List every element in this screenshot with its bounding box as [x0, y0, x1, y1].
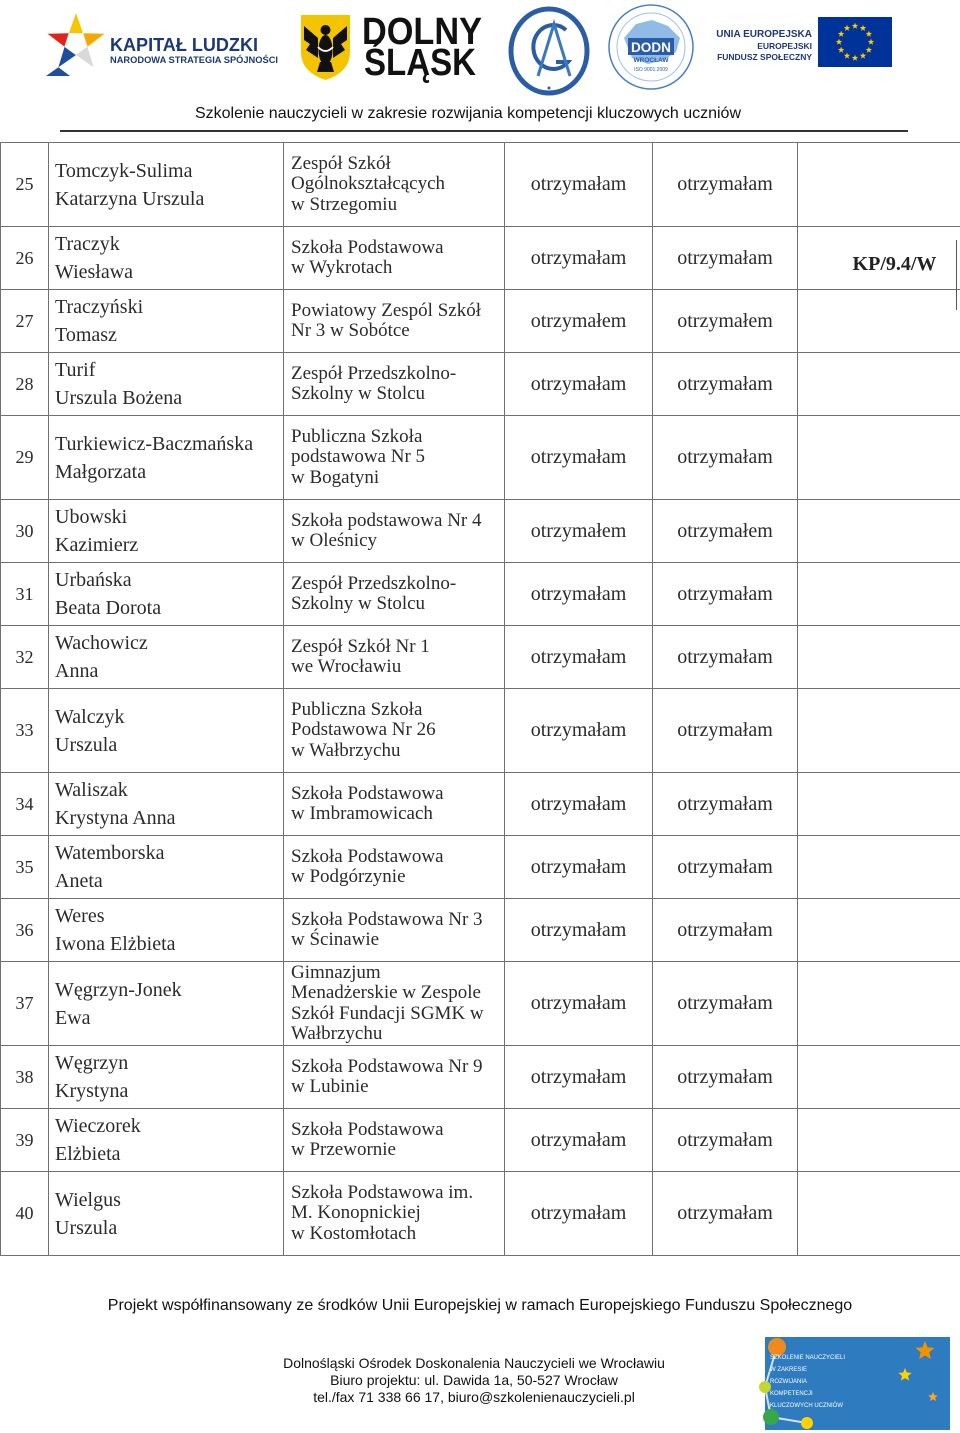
participant-name-line: Węgrzyn	[55, 1052, 129, 1074]
project-office: Biuro projektu: ul. Dawida 1a, 50-527 Wrocław	[330, 1372, 618, 1388]
school-cell	[284, 836, 505, 899]
row-number-cell	[1, 1172, 49, 1256]
row-number: 36	[15, 919, 34, 940]
school-cell	[284, 689, 505, 773]
table-body	[1, 143, 960, 1256]
status-text: otrzymałem	[677, 309, 773, 332]
status-text: otrzymałam	[677, 173, 773, 195]
status-text: otrzymałam	[530, 246, 627, 269]
school-name-line: w Wykrotach	[291, 257, 393, 278]
table-row	[1, 290, 960, 353]
participant-name-line: Turif	[55, 359, 96, 381]
project-logo-line: W ZAKRESIE	[770, 1367, 808, 1373]
status-cell	[653, 143, 798, 227]
school-name-line: Szkoła Podstawowa	[291, 845, 444, 867]
status-cell	[505, 1046, 653, 1109]
empty-cell	[798, 500, 960, 563]
status-cell	[505, 290, 653, 353]
participant-name-line: Beata Dorota	[55, 597, 162, 619]
school-name-line: M. Konopnickiej	[291, 1202, 421, 1224]
participant-name-cell	[49, 143, 284, 227]
participant-name-line: Turkiewicz-Baczmańska	[55, 432, 254, 455]
status-cell	[653, 626, 798, 689]
stamp-border-line	[956, 288, 957, 310]
row-number: 32	[15, 646, 34, 667]
school-name-line: Szkoła Podstawowa	[291, 1118, 444, 1140]
school-cell	[284, 143, 505, 227]
table-row	[1, 416, 960, 500]
school-cell	[284, 773, 505, 836]
school-cell	[284, 416, 505, 500]
header-logos	[0, 0, 960, 100]
school-name-line: Nr 3 w Sobótce	[291, 320, 410, 341]
row-number-cell	[1, 227, 49, 290]
status-cell	[653, 899, 798, 962]
row-number-cell	[1, 416, 49, 500]
dodn-name: DODN	[631, 39, 671, 55]
participant-name-line: Kazimierz	[55, 534, 139, 556]
empty-cell	[798, 290, 960, 353]
participant-name-cell	[49, 500, 284, 563]
school-name-line: w Przewornie	[291, 1139, 396, 1160]
participant-name-line: Urszula Bożena	[55, 387, 183, 409]
row-number-cell	[1, 626, 49, 689]
school-name-line: w Oleśnicy	[291, 530, 378, 551]
table-row	[1, 1109, 960, 1172]
participant-name-line: Tomasz	[55, 324, 117, 346]
school-cell	[284, 1172, 505, 1256]
status-text: otrzymałem	[677, 519, 773, 542]
school-name-line: Szkoła podstawowa Nr 4	[291, 509, 482, 531]
status-cell	[653, 416, 798, 500]
row-number: 33	[15, 720, 34, 740]
status-text: otrzymałam	[677, 1065, 773, 1088]
empty-cell	[798, 353, 960, 416]
kapital-ludzki-subtitle: NARODOWA STRATEGIA SPÓJNOŚCI	[110, 55, 273, 65]
school-cell	[284, 563, 505, 626]
table-row	[1, 689, 960, 773]
participant-name-line: Krystyna Anna	[55, 807, 176, 829]
school-name-line: w Strzegomiu	[291, 193, 398, 215]
status-text: otrzymałam	[677, 1202, 773, 1224]
school-name-line: Zespół Przedszkolno-	[291, 572, 457, 594]
participant-name-line: Wieczorek	[55, 1115, 141, 1137]
participant-name-line: Iwona Elżbieta	[55, 933, 176, 955]
status-cell	[505, 353, 653, 416]
school-cell	[284, 1046, 505, 1109]
status-text: otrzymałam	[677, 855, 773, 878]
school-name-line: w Wałbrzychu	[291, 739, 401, 761]
participant-name-cell	[49, 962, 284, 1046]
status-cell	[653, 1109, 798, 1172]
school-cell	[284, 227, 505, 290]
row-number: 25	[15, 174, 34, 194]
school-name-line: w Ścinawie	[291, 929, 380, 950]
status-cell	[653, 1046, 798, 1109]
school-name-line: Szkoła Podstawowa	[291, 782, 444, 804]
participant-name-line: Aneta	[55, 870, 103, 892]
participant-name-line: Wachowicz	[55, 632, 148, 654]
participant-name-line: Walczyk	[55, 705, 125, 728]
dodn-iso: ISO 9001:2009	[634, 67, 668, 73]
institution-name: Dolnośląski Ośrodek Doskonalenia Nauczycieli we Wrocławiu	[283, 1355, 665, 1371]
table-row	[1, 899, 960, 962]
empty-cell	[798, 899, 960, 962]
status-cell	[505, 563, 653, 626]
school-name-line: Szkół Fundacji SGMK w	[291, 1002, 484, 1024]
participant-name-cell	[49, 227, 284, 290]
status-text: otrzymałam	[677, 446, 773, 468]
participant-name-line: Traczyński	[55, 296, 144, 318]
row-number-cell	[1, 899, 49, 962]
status-cell	[653, 563, 798, 626]
eu-line1: UNIA EUROPEJSKA	[716, 29, 812, 40]
school-name-line: Szkoła Podstawowa im.	[291, 1181, 474, 1203]
school-name-line: Publiczna Szkoła	[291, 698, 423, 720]
dolny-slask-logo	[301, 11, 493, 84]
row-number-cell	[1, 773, 49, 836]
document-code-stamp: KP/9.4/W	[833, 240, 957, 288]
status-text: otrzymałam	[530, 645, 627, 668]
status-cell	[505, 962, 653, 1046]
table-row	[1, 1172, 960, 1256]
participant-name-line: Węgrzyn-Jonek	[55, 978, 182, 1001]
row-number-cell	[1, 563, 49, 626]
status-cell	[505, 227, 653, 290]
row-number-cell	[1, 1046, 49, 1109]
participant-name-line: Waliszak	[55, 779, 128, 801]
participant-name-line: Urszula	[55, 1216, 118, 1239]
status-text: otrzymałam	[530, 792, 627, 815]
table-row	[1, 353, 960, 416]
participants-table	[0, 142, 960, 1256]
participant-name-cell	[49, 1109, 284, 1172]
row-number-cell	[1, 353, 49, 416]
participant-name-line: Wiesława	[55, 261, 134, 283]
participant-name-line: Krystyna	[55, 1080, 129, 1102]
participant-name-cell	[49, 290, 284, 353]
status-cell	[653, 1172, 798, 1256]
table-row	[1, 1046, 960, 1109]
empty-cell	[798, 689, 960, 773]
status-text: otrzymałam	[677, 792, 773, 815]
status-cell	[505, 836, 653, 899]
empty-cell	[798, 962, 960, 1046]
kapital-ludzki-star-icon	[46, 13, 105, 76]
row-number: 38	[15, 1066, 34, 1087]
status-text: otrzymałam	[530, 582, 627, 605]
status-cell	[653, 689, 798, 773]
participant-name-line: Urszula	[55, 733, 118, 756]
row-number-cell	[1, 962, 49, 1046]
participant-name-line: Traczyk	[55, 233, 120, 255]
participant-name-line: Watemborska	[55, 842, 165, 864]
empty-cell	[798, 1046, 960, 1109]
school-name-line: Zespół Szkół	[291, 152, 391, 174]
empty-cell	[798, 416, 960, 500]
participant-name-line: Ubowski	[55, 506, 128, 528]
row-number-cell	[1, 143, 49, 227]
status-cell	[653, 773, 798, 836]
school-name-line: Szkoła Podstawowa Nr 3	[291, 908, 483, 930]
participant-name-cell	[49, 353, 284, 416]
row-number-cell	[1, 290, 49, 353]
status-cell	[505, 899, 653, 962]
school-cell	[284, 962, 505, 1046]
eagle-crest-icon	[301, 15, 350, 80]
participant-name-line: Elżbieta	[55, 1143, 121, 1165]
status-cell	[653, 500, 798, 563]
table-row	[1, 962, 960, 1046]
eu-line2: EUROPEJSKI	[757, 41, 812, 51]
school-name-line: Publiczna Szkoła	[291, 425, 423, 447]
school-name-line: Zespół Szkół Nr 1	[291, 635, 430, 657]
participant-name-cell	[49, 836, 284, 899]
school-name-line: we Wrocławiu	[291, 656, 402, 677]
participant-name-cell	[49, 1046, 284, 1109]
row-number-cell	[1, 689, 49, 773]
status-cell	[653, 227, 798, 290]
participant-name-line: Katarzyna Urszula	[55, 187, 205, 210]
row-number: 26	[15, 247, 34, 268]
participant-name-line: Wielgus	[55, 1188, 121, 1211]
status-text: otrzymałam	[530, 173, 627, 195]
school-name-line: Szkoła Podstawowa	[291, 236, 444, 258]
contact-line: tel./fax 71 338 66 17, biuro@szkolenienauczycieli.pl	[313, 1389, 635, 1405]
row-number: 35	[15, 856, 34, 877]
eu-line3: FUNDUSZ SPOŁECZNY	[717, 52, 812, 62]
status-cell	[505, 689, 653, 773]
school-name-line: Menadżerskie w Zespole	[291, 982, 481, 1003]
school-name-line: Szkolny w Stolcu	[291, 383, 426, 404]
empty-cell	[798, 563, 960, 626]
school-name-line: w Bogatyni	[291, 466, 380, 488]
project-logo-line: KOMPETENCJI	[770, 1391, 813, 1397]
status-text: otrzymałam	[530, 1202, 627, 1224]
table-row	[1, 836, 960, 899]
header-divider	[60, 130, 908, 132]
empty-cell	[798, 836, 960, 899]
participant-name-cell	[49, 899, 284, 962]
status-text: otrzymałam	[530, 1065, 627, 1088]
row-number: 39	[15, 1129, 34, 1150]
status-cell	[505, 143, 653, 227]
status-text: otrzymałem	[530, 519, 627, 542]
status-text: otrzymałam	[530, 855, 627, 878]
status-text: otrzymałam	[677, 992, 773, 1014]
status-cell	[653, 836, 798, 899]
status-cell	[505, 1109, 653, 1172]
project-logo-line: ROZWIJANIA	[770, 1379, 807, 1385]
status-text: otrzymałem	[530, 309, 627, 332]
status-cell	[505, 773, 653, 836]
school-name-line: Ogólnokształcących	[291, 173, 446, 195]
participant-name-cell	[49, 689, 284, 773]
status-cell	[653, 962, 798, 1046]
school-cell	[284, 500, 505, 563]
project-logo-line: SZKOLENIE NAUCZYCIELI	[770, 1355, 846, 1361]
dolny-slask-line2: ŚLĄSK	[364, 42, 493, 84]
dodn-logo	[609, 5, 693, 89]
dolny-slask-line1: DOLNY	[362, 11, 482, 53]
school-cell	[284, 1109, 505, 1172]
project-logo-line: KLUCZOWYCH UCZNIÓW	[770, 1403, 843, 1409]
status-cell	[505, 416, 653, 500]
school-name-line: Powiatowy Zespól Szkół	[291, 299, 481, 321]
participant-name-line: Urbańska	[55, 569, 132, 591]
table-row	[1, 500, 960, 563]
empty-cell	[798, 1109, 960, 1172]
participant-name-cell	[49, 773, 284, 836]
school-name-line: w Imbramowicach	[291, 803, 433, 824]
eu-logo	[716, 17, 892, 67]
row-number: 27	[15, 310, 34, 331]
school-cell	[284, 626, 505, 689]
row-number: 34	[15, 793, 34, 814]
status-text: otrzymałam	[677, 1128, 773, 1151]
table-row	[1, 773, 960, 836]
empty-cell	[798, 1172, 960, 1256]
status-text: otrzymałam	[677, 645, 773, 668]
participant-name-cell	[49, 563, 284, 626]
table-row	[1, 626, 960, 689]
status-text: otrzymałam	[677, 372, 773, 395]
empty-cell	[798, 773, 960, 836]
school-cell	[284, 290, 505, 353]
status-cell	[505, 1172, 653, 1256]
status-text: otrzymałam	[530, 719, 627, 741]
school-name-line: Zespół Przedszkolno-	[291, 362, 457, 384]
status-text: otrzymałam	[530, 1128, 627, 1151]
participant-name-line: Anna	[55, 660, 99, 682]
school-name-line: Gimnazjum	[291, 961, 381, 983]
project-logo	[757, 1337, 950, 1430]
status-text: otrzymałam	[530, 372, 627, 395]
table-row	[1, 227, 960, 290]
row-number: 28	[15, 373, 34, 394]
participant-name-cell	[49, 626, 284, 689]
school-name-line: w Kostomłotach	[291, 1222, 417, 1244]
school-cell	[284, 353, 505, 416]
row-number-cell	[1, 500, 49, 563]
monogram-ring-logo	[511, 9, 587, 93]
participant-name-cell	[49, 416, 284, 500]
status-text: otrzymałam	[677, 582, 773, 605]
row-number: 30	[15, 520, 34, 541]
status-cell	[505, 500, 653, 563]
row-number-cell	[1, 836, 49, 899]
dodn-city: WROCŁAW	[633, 57, 669, 64]
empty-cell	[798, 143, 960, 227]
empty-cell	[798, 626, 960, 689]
school-name-line: Wałbrzychu	[291, 1023, 383, 1044]
table-row	[1, 563, 960, 626]
status-cell	[653, 290, 798, 353]
school-name-line: w Podgórzynie	[291, 866, 406, 887]
school-name-line: Szkolny w Stolcu	[291, 593, 426, 614]
school-name-line: podstawowa Nr 5	[291, 446, 426, 468]
participant-name-line: Weres	[55, 905, 105, 927]
row-number-cell	[1, 1109, 49, 1172]
school-name-line: Podstawowa Nr 26	[291, 719, 436, 741]
status-text: otrzymałam	[530, 992, 627, 1014]
table-row	[1, 143, 960, 227]
row-number: 37	[15, 993, 34, 1013]
row-number: 31	[15, 583, 34, 604]
cofinancing-note: Projekt współfinansowany ze środków Unii Europejskiej w ramach Europejskiego Funduszu Społecznego	[107, 1297, 853, 1314]
school-cell	[284, 899, 505, 962]
kapital-ludzki-title: KAPITAŁ LUDZKI	[110, 35, 258, 55]
status-text: otrzymałam	[677, 918, 773, 941]
school-name-line: w Lubinie	[291, 1076, 369, 1097]
status-text: otrzymałam	[530, 918, 627, 941]
participant-name-cell	[49, 1172, 284, 1256]
school-name-line: Szkoła Podstawowa Nr 9	[291, 1055, 483, 1077]
row-number: 40	[15, 1203, 34, 1223]
participant-name-line: Małgorzata	[55, 460, 147, 483]
status-text: otrzymałam	[530, 446, 627, 468]
kapital-ludzki-logo	[46, 13, 278, 76]
status-text: otrzymałam	[677, 246, 773, 269]
row-number: 29	[15, 447, 34, 467]
project-title: Szkolenie nauczycieli w zakresie rozwijania kompetencji kluczowych uczniów	[194, 105, 741, 122]
status-text: otrzymałam	[677, 719, 773, 741]
participant-name-line: Tomczyk-Sulima	[55, 159, 193, 182]
participant-name-line: Ewa	[55, 1006, 91, 1029]
status-cell	[505, 626, 653, 689]
status-cell	[653, 353, 798, 416]
